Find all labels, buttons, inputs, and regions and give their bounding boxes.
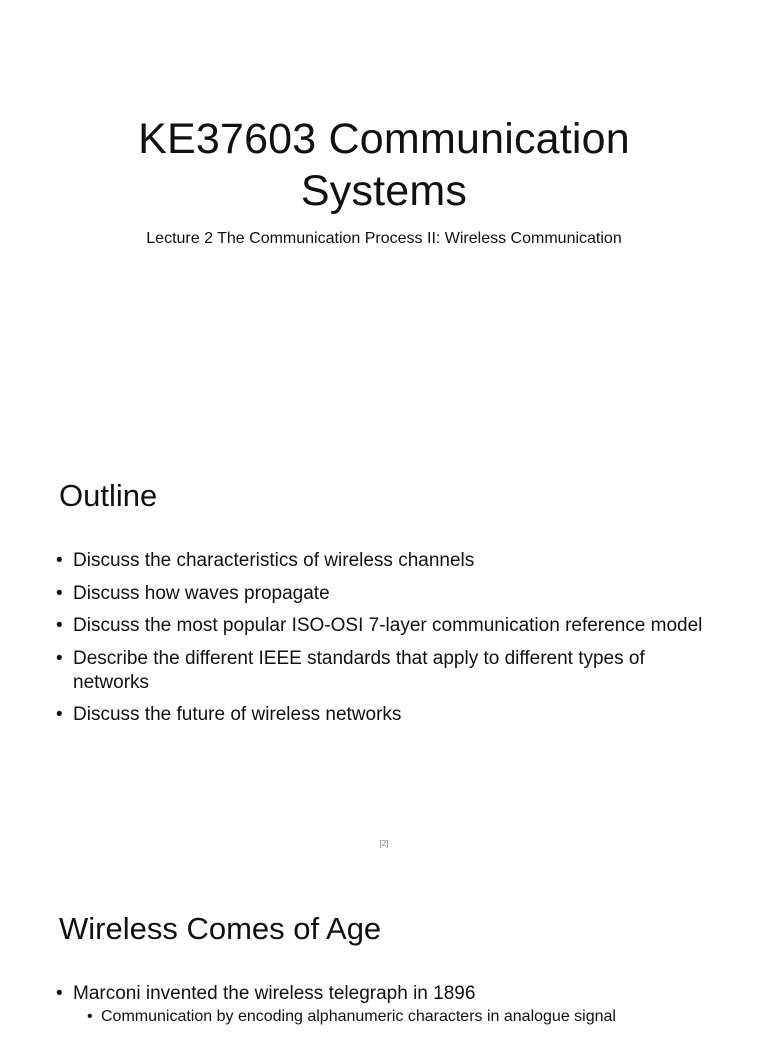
outline-bullet-text: Describe the different IEEE standards that apply to different types of networks <box>73 647 645 693</box>
outline-heading: Outline <box>59 478 158 513</box>
bullet-dot-icon: • <box>56 615 63 636</box>
outline-bullet-item <box>56 614 716 638</box>
outline-bullet-text: Discuss the characteristics of wireless channels <box>73 550 475 571</box>
title-slide <box>0 0 768 432</box>
outline-bullet-text: Discuss the most popular ISO-OSI 7-layer communication reference model <box>73 615 703 636</box>
sub-bullet-dot-icon: • <box>87 1008 93 1025</box>
outline-bullet-text: Discuss how waves propagate <box>73 582 330 604</box>
wireless-history-sub-bullet-item <box>87 1006 716 1028</box>
citation-footnote: [2] <box>379 839 389 848</box>
wireless-history-bullet-text: Marconi invented the wireless telegraph in 1896 <box>73 983 476 1004</box>
bullet-dot-icon: • <box>56 550 63 571</box>
wireless-history-bullet-item <box>56 982 716 1028</box>
slide-title-line-2: Systems <box>300 167 468 215</box>
bullet-dot-icon: • <box>56 582 63 604</box>
outline-slide <box>0 432 768 864</box>
outline-bullet-list <box>56 549 716 736</box>
slide-subtitle: Lecture 2 The Communication Process II: Wireless Communication <box>146 230 622 247</box>
wireless-history-bullet-list <box>56 982 716 1037</box>
bullet-dot-icon: • <box>56 647 63 669</box>
bullet-dot-icon: • <box>56 704 63 725</box>
slide-title-line-1: KE37603 Communication <box>138 115 630 163</box>
outline-bullet-item <box>56 647 716 695</box>
wireless-history-sub-bullet-text: Communication by encoding alphanumeric characters in analogue signal <box>101 1008 616 1025</box>
outline-bullet-text: Discuss the future of wireless networks <box>73 704 402 725</box>
outline-bullet-item <box>56 549 716 573</box>
outline-bullet-item <box>56 582 716 606</box>
bullet-dot-icon: • <box>56 983 63 1004</box>
outline-bullet-item <box>56 703 716 727</box>
wireless-history-heading: Wireless Comes of Age <box>59 911 382 946</box>
slide-title <box>84 113 684 217</box>
wireless-history-slide <box>0 864 768 1024</box>
wireless-history-sub-bullet-list <box>73 1006 716 1028</box>
